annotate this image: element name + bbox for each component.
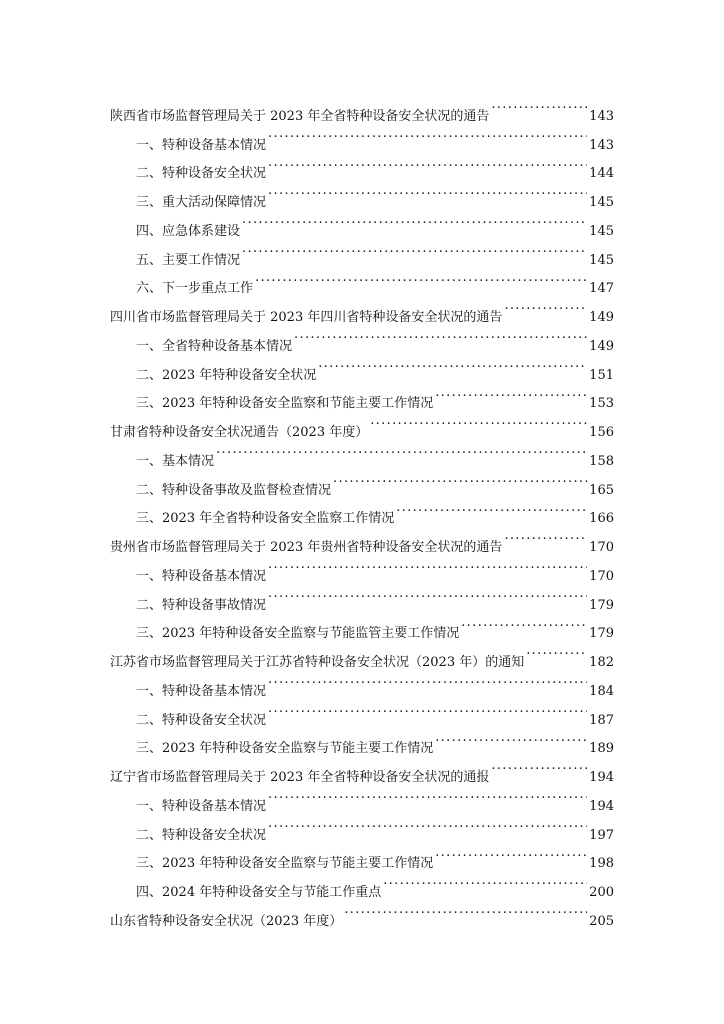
toc-entry-title: 二、特种设备安全状况 (136, 166, 267, 182)
toc-entry-page-number: 194 (589, 798, 614, 814)
toc-entry-title: 一、特种设备基本情况 (136, 137, 267, 153)
toc-entry-title: 一、全省特种设备基本情况 (136, 338, 293, 354)
toc-entry-page-number: 198 (589, 856, 614, 872)
toc-dot-leader (255, 264, 587, 293)
toc-entry-title: 三、2023 年特种设备安全监察与节能监管主要工作情况 (136, 626, 460, 642)
toc-entry-page-number: 153 (589, 396, 614, 412)
toc-dot-leader (268, 810, 587, 839)
toc-dot-leader (268, 149, 587, 178)
toc-dot-leader (526, 637, 587, 666)
toc-entry-page-number: 151 (589, 367, 614, 383)
toc-entry-page-number: 205 (589, 913, 614, 929)
toc-dot-leader (216, 436, 587, 465)
toc-dot-leader (268, 695, 587, 724)
toc-entry-page-number: 145 (589, 195, 614, 210)
toc-entry-page-number: 200 (589, 885, 614, 900)
toc-entry-title: 三、2023 年特种设备安全监察和节能主要工作情况 (136, 396, 434, 412)
toc-entry-page-number: 182 (589, 655, 614, 670)
toc-dot-leader (268, 666, 587, 695)
toc-entry-title: 二、2023 年特种设备安全状况 (136, 367, 317, 383)
toc-dot-leader (242, 206, 587, 235)
toc-entry-title: 江苏省市场监督管理局关于江苏省特种设备安全状况（2023 年）的通知 (110, 655, 525, 670)
toc-dot-leader (294, 321, 587, 350)
toc-entry-title: 一、特种设备基本情况 (136, 798, 267, 814)
toc-entry-title: 五、主要工作情况 (136, 252, 241, 268)
toc-entry-title: 山东省特种设备安全状况（2023 年度） (110, 913, 343, 929)
toc-entry-page-number: 189 (589, 741, 614, 757)
toc-dot-leader (268, 120, 587, 149)
toc-entry-title: 二、特种设备安全状况 (136, 827, 267, 843)
toc-dot-leader (370, 407, 587, 436)
toc-dot-leader (333, 465, 587, 494)
toc-dot-leader (268, 177, 587, 206)
toc-entry (110, 91, 614, 124)
toc-entry-page-number: 170 (589, 568, 614, 584)
toc-dot-leader (268, 580, 587, 609)
toc-entry-title: 三、2023 年全省特种设备安全监察工作情况 (136, 511, 395, 527)
toc-dot-leader (461, 609, 587, 638)
toc-entry-title: 辽宁省市场监督管理局关于 2023 年全省特种设备安全状况的通报 (110, 770, 490, 785)
toc-entry-title: 一、特种设备基本情况 (136, 683, 267, 699)
toc-entry-title: 贵州省市场监督管理局关于 2023 年贵州省特种设备安全状况的通告 (110, 540, 503, 555)
toc-entry-page-number: 179 (589, 626, 614, 642)
toc-dot-leader (396, 494, 587, 523)
toc-entry-page-number: 145 (589, 252, 614, 268)
toc-entry-page-number: 166 (589, 511, 614, 527)
toc-entry-title: 四、2024 年特种设备安全与节能工作重点 (136, 885, 382, 900)
toc-dot-leader (491, 91, 587, 120)
toc-dot-leader (491, 752, 587, 781)
toc-entry-page-number: 158 (589, 453, 614, 469)
toc-entry-page-number: 143 (589, 108, 614, 124)
toc-entry-page-number: 143 (589, 137, 614, 153)
toc-entry-title: 六、下一步重点工作 (136, 281, 254, 297)
toc-entry-title: 二、特种设备事故情况 (136, 597, 267, 613)
toc-entry-page-number: 184 (589, 683, 614, 699)
toc-entry-page-number: 149 (589, 310, 614, 325)
toc-dot-leader (383, 867, 587, 896)
toc-dot-leader (435, 839, 587, 868)
toc-entry-title: 三、2023 年特种设备安全监察与节能主要工作情况 (136, 741, 434, 757)
toc-dot-leader (268, 551, 587, 580)
toc-entry-title: 一、特种设备基本情况 (136, 568, 267, 584)
toc-dot-leader (504, 292, 587, 321)
toc-entry-page-number: 165 (589, 482, 614, 498)
table-of-contents (110, 91, 614, 929)
toc-entry-title: 四川省市场监督管理局关于 2023 年四川省特种设备安全状况的通告 (110, 310, 503, 325)
toc-entry-page-number: 149 (589, 338, 614, 354)
toc-dot-leader (435, 724, 587, 753)
toc-entry-title: 二、特种设备安全状况 (136, 712, 267, 728)
toc-entry-page-number: 144 (589, 166, 614, 182)
toc-dot-leader (344, 896, 587, 925)
toc-entry-title: 四、应急体系建设 (136, 223, 241, 239)
toc-dot-leader (435, 379, 587, 408)
toc-dot-leader (242, 235, 587, 264)
toc-entry-title: 三、重大活动保障情况 (136, 195, 267, 210)
toc-entry-page-number: 147 (589, 281, 614, 297)
toc-dot-leader (504, 522, 587, 551)
toc-dot-leader (268, 781, 587, 810)
toc-entry-title: 陕西省市场监督管理局关于 2023 年全省特种设备安全状况的通告 (110, 108, 490, 124)
toc-entry-page-number: 187 (589, 712, 614, 728)
toc-entry-page-number: 145 (589, 223, 614, 239)
toc-entry-title: 甘肃省特种设备安全状况通告（2023 年度） (110, 425, 369, 440)
toc-entry-page-number: 179 (589, 597, 614, 613)
toc-entry-title: 一、基本情况 (136, 453, 215, 469)
toc-entry-page-number: 197 (589, 827, 614, 843)
toc-entry-title: 二、特种设备事故及监督检查情况 (136, 482, 332, 498)
toc-entry-page-number: 156 (589, 425, 614, 440)
toc-entry-page-number: 170 (589, 540, 614, 555)
toc-entry-title: 三、2023 年特种设备安全监察与节能主要工作情况 (136, 856, 434, 872)
toc-dot-leader (318, 350, 587, 379)
toc-entry-page-number: 194 (589, 770, 614, 785)
